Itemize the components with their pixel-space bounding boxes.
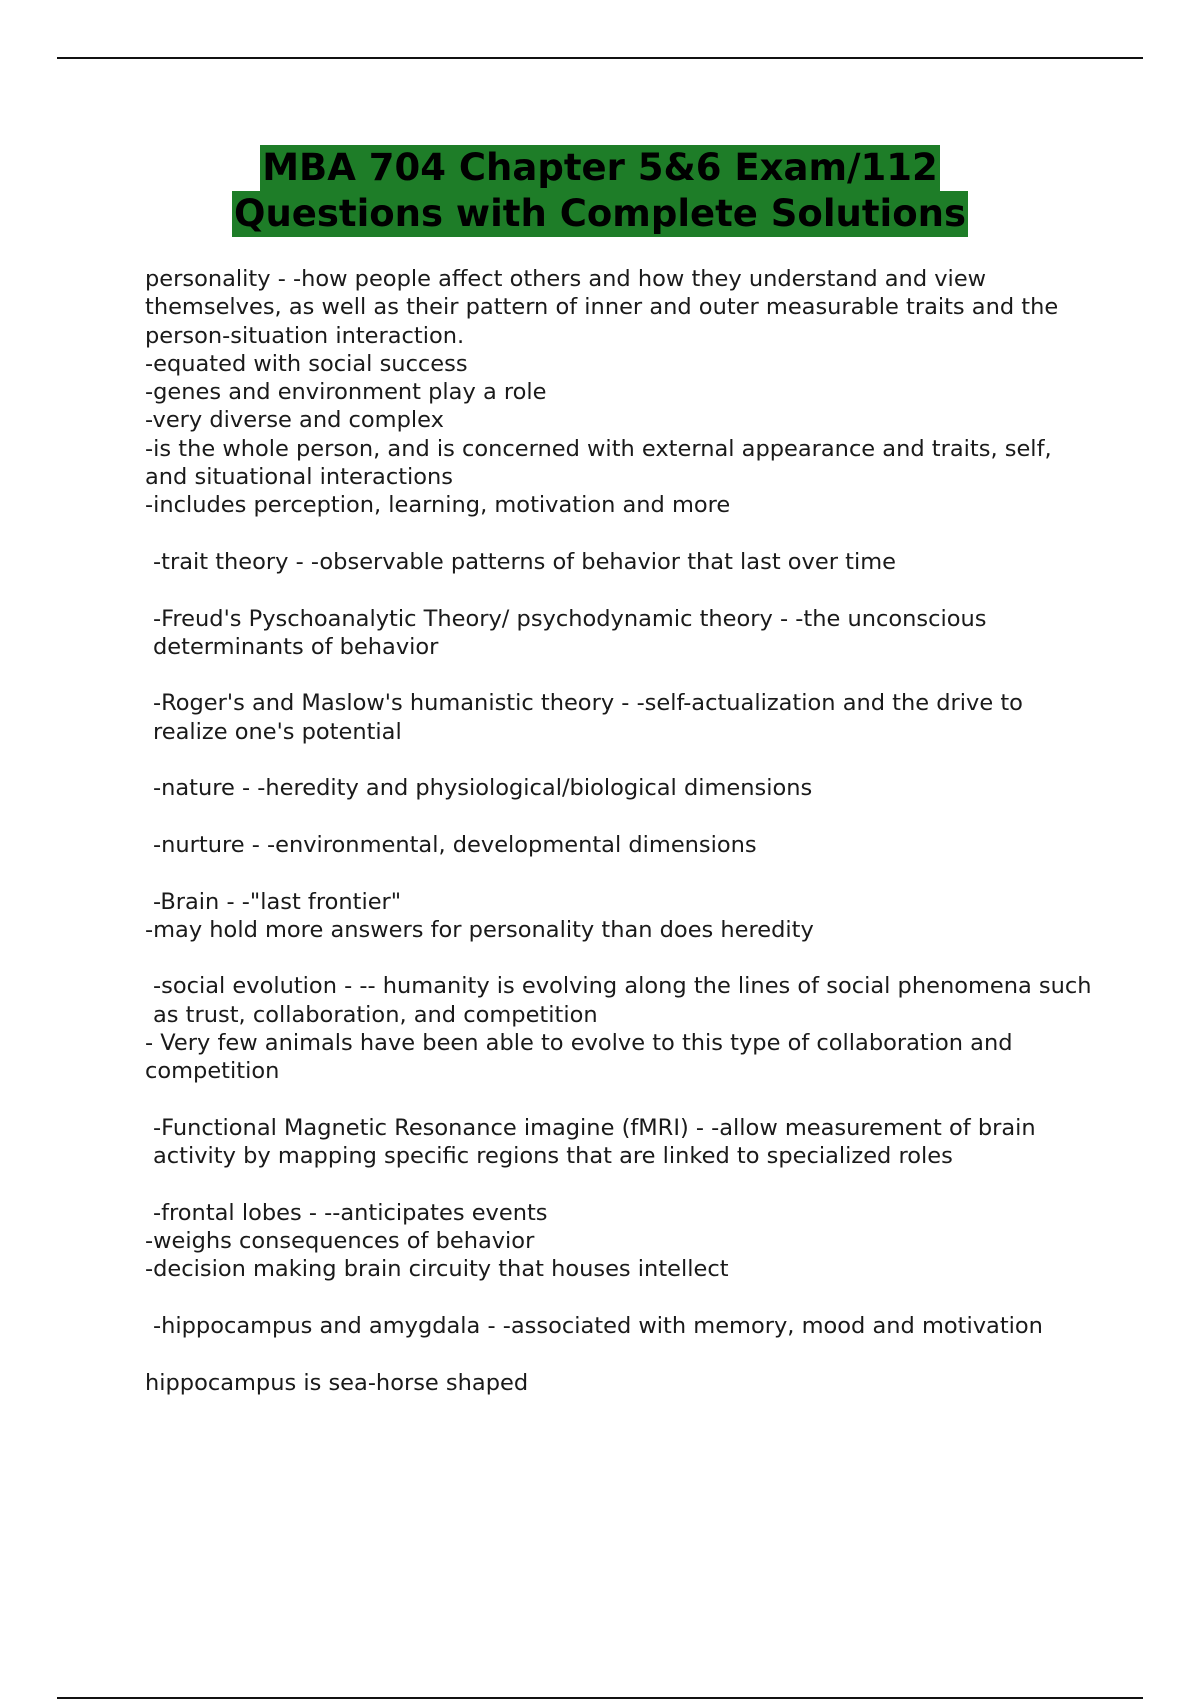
- term-entry: [145, 1199, 1095, 1284]
- term-entry: [145, 1114, 1095, 1171]
- term-entry: [145, 689, 1095, 746]
- term-definition-line: -Freud's Pyschoanalytic Theory/ psychodynamic theory - -the unconscious determinants of behavior: [153, 605, 987, 660]
- term-entry: [145, 1369, 1095, 1397]
- term-detail-line: -decision making brain circuity that houses intellect: [145, 1256, 729, 1283]
- term-definition-line: -frontal lobes - --anticipates events: [153, 1199, 548, 1226]
- term-definition-line: hippocampus is sea-horse shaped: [145, 1369, 529, 1396]
- term-entry: [145, 605, 1095, 662]
- term-definition-line: -nurture - -environmental, developmental dimensions: [153, 831, 757, 858]
- term-definition-line: -hippocampus and amygdala - -associated with memory, mood and motivation: [153, 1312, 1043, 1339]
- term-definition-line: -Roger's and Maslow's humanistic theory - -self-actualization and the drive to realize one's potential: [153, 690, 1023, 745]
- term-entry: [145, 972, 1095, 1085]
- title-line-1: MBA 704 Chapter 5&6 Exam/112: [262, 146, 938, 189]
- term-detail-line: -very diverse and complex: [145, 407, 444, 434]
- bottom-divider: [57, 1697, 1143, 1699]
- term-definition-line: -Functional Magnetic Resonance imagine (fMRI) - -allow measurement of brain activity by mapping specific regions that are linked to specialized roles: [153, 1114, 1036, 1170]
- term-definition-line: -nature - -heredity and physiological/biological dimensions: [153, 775, 813, 802]
- term-detail-line: - Very few animals have been able to evolve to this type of collaboration and competition: [145, 1030, 1013, 1085]
- term-detail-line: -includes perception, learning, motivation and more: [145, 492, 731, 519]
- term-detail-line: -equated with social success: [145, 350, 468, 377]
- term-entry: [145, 265, 1095, 520]
- document-body: [145, 265, 1095, 1425]
- term-definition-line: -social evolution - -- humanity is evolving along the lines of social phenomena such as trust, collaboration, and competition: [153, 973, 1092, 1028]
- term-entry: [145, 831, 1095, 859]
- document-title: [0, 145, 1200, 237]
- term-entry: [145, 888, 1095, 945]
- term-entry: [145, 1312, 1095, 1340]
- term-detail-line: -genes and environment play a role: [145, 379, 547, 406]
- title-line-2: Questions with Complete Solutions: [233, 192, 966, 235]
- term-entry: [145, 548, 1095, 576]
- term-detail-line: -is the whole person, and is concerned with external appearance and traits, self, and situational interactions: [145, 435, 1052, 491]
- term-entry: [145, 774, 1095, 802]
- top-divider: [57, 57, 1143, 59]
- term-definition-line: personality - -how people affect others and how they understand and view themselves, as well as their pattern of inner and outer measurable traits and the person-situation interaction.: [145, 266, 1059, 349]
- term-definition-line: -Brain - -"last frontier": [153, 888, 402, 915]
- term-definition-line: -trait theory - -observable patterns of behavior that last over time: [153, 548, 896, 575]
- term-detail-line: -may hold more answers for personality than does heredity: [145, 916, 814, 943]
- term-detail-line: -weighs consequences of behavior: [145, 1228, 535, 1255]
